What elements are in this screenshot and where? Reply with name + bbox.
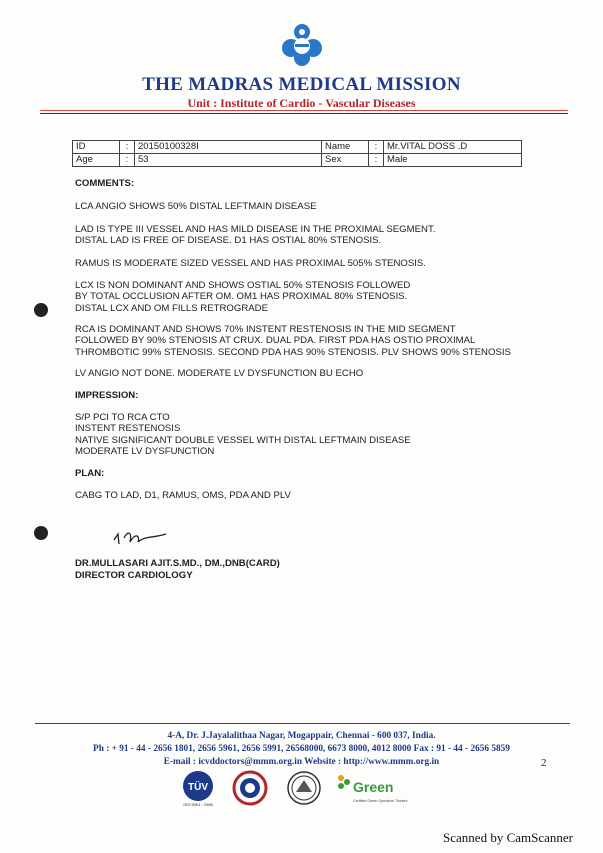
iso-text: ISO 9001 : 2008 — [183, 802, 213, 807]
sex-value: Male — [384, 154, 522, 167]
patient-info-table — [72, 140, 522, 167]
doctor-name: DR.MULLASARI AJIT.S.MD., DM.,DNB(CARD) — [75, 558, 280, 569]
impression-line: INSTENT RESTENOSIS — [75, 423, 181, 435]
report-line: BY TOTAL OCCLUSION AFTER OM. OM1 HAS PROXIMAL 80% STENOSIS. — [75, 291, 408, 303]
hospital-logo — [282, 22, 322, 70]
age-label: Age — [73, 154, 120, 167]
name-label: Name — [322, 141, 369, 154]
footer-address: 4-A, Dr. J.Jayalalithaa Nagar, Mogappair, Chennai - 600 037, India. — [167, 731, 436, 741]
report-line: RCA IS DOMINANT AND SHOWS 70% INSTENT RESTENOSIS IN THE MID SEGMENT — [75, 324, 456, 335]
report-line: LCX IS NON DOMINANT AND SHOWS OSTIAL 50% STENOSIS FOLLOWED — [75, 280, 411, 291]
nabh-accreditation-badge — [230, 770, 270, 808]
tuv-text: TÜV — [188, 782, 208, 793]
paragraph-lca — [75, 201, 317, 212]
impression-line: S/P PCI TO RCA CTO — [75, 412, 170, 423]
name-value: Mr.VITAL DOSS .D — [384, 141, 522, 154]
report-line: FOLLOWED BY 90% STENOSIS AT CRUX. DUAL PDA. FIRST PDA HAS OSTIO PROXIMAL — [75, 335, 476, 347]
impression-list — [75, 412, 411, 458]
nabl-accreditation-badge — [284, 770, 324, 808]
report-line: LCA ANGIO SHOWS 50% DISTAL LEFTMAIN DISEASE — [75, 201, 317, 212]
id-value: 20150100328I — [135, 141, 322, 154]
header-rule-red — [40, 110, 568, 111]
hospital-name: THE MADRAS MEDICAL MISSION — [142, 74, 461, 95]
doctor-title: DIRECTOR CARDIOLOGY — [75, 570, 193, 581]
report-line: LV ANGIO NOT DONE. MODERATE LV DYSFUNCTION BU ECHO — [75, 368, 364, 379]
separator: : — [120, 154, 135, 167]
paragraph-rca — [75, 324, 511, 358]
impression-heading: IMPRESSION: — [75, 390, 139, 401]
report-line: LAD IS TYPE III VESSEL AND HAS MILD DISEASE IN THE PROXIMAL SEGMENT. — [75, 224, 436, 235]
impression-line: MODERATE LV DYSFUNCTION — [75, 446, 215, 458]
green-ot-badge — [333, 770, 423, 808]
patient-row-2 — [73, 154, 522, 167]
separator: : — [120, 141, 135, 154]
punch-hole — [34, 303, 48, 317]
paragraph-lcx — [75, 280, 410, 314]
paragraph-lv — [75, 368, 363, 379]
paragraph-lad — [75, 224, 435, 247]
punch-hole — [34, 526, 48, 540]
tuv-certification-badge — [178, 770, 218, 808]
report-line: DISTAL LAD IS FREE OF DISEASE. D1 HAS OSTIAL 80% STENOSIS. — [75, 235, 382, 247]
age-value: 53 — [135, 154, 322, 167]
report-line: DISTAL LCX AND OM FILLS RETROGRADE — [75, 302, 268, 314]
id-label: ID — [73, 141, 120, 154]
plan-text: CABG TO LAD, D1, RAMUS, OMS, PDA AND PLV — [75, 490, 291, 501]
separator: : — [369, 141, 384, 154]
footer-phone: Ph : + 91 - 44 - 2656 1801, 2656 5961, 2656 5991, 26568000, 6673 8000, 4012 8000 Fax : 91 - 44 - 2656 5859 — [93, 744, 510, 754]
handwritten-signature — [110, 524, 170, 552]
plan-heading: PLAN: — [75, 468, 105, 479]
scanner-watermark: Scanned by CamScanner — [443, 830, 573, 845]
impression-line: NATIVE SIGNIFICANT DOUBLE VESSEL WITH DISTAL LEFTMAIN DISEASE — [75, 434, 411, 446]
footer-rule — [35, 723, 570, 724]
green-subtext: Certified Green Operation Theatre — [353, 799, 408, 803]
report-line: THROMBOTIC 99% STENOSIS. SECOND PDA HAS 90% STENOSIS. PLV SHOWS 90% STENOSIS — [75, 346, 511, 358]
separator: : — [369, 154, 384, 167]
sex-label: Sex — [322, 154, 369, 167]
page-number: 2 — [541, 757, 547, 769]
paragraph-ramus — [75, 258, 426, 269]
green-text: Green — [353, 779, 394, 795]
report-line: RAMUS IS MODERATE SIZED VESSEL AND HAS PROXIMAL 505% STENOSIS. — [75, 258, 426, 269]
hospital-unit: Unit : Institute of Cardio - Vascular Diseases — [187, 96, 416, 110]
patient-row-1 — [73, 141, 522, 154]
comments-heading: COMMENTS: — [75, 178, 135, 189]
header-rule — [40, 113, 568, 114]
footer-contact: E-mail : icvddoctors@mmm.org.in Website : http://www.mmm.org.in — [163, 757, 440, 767]
